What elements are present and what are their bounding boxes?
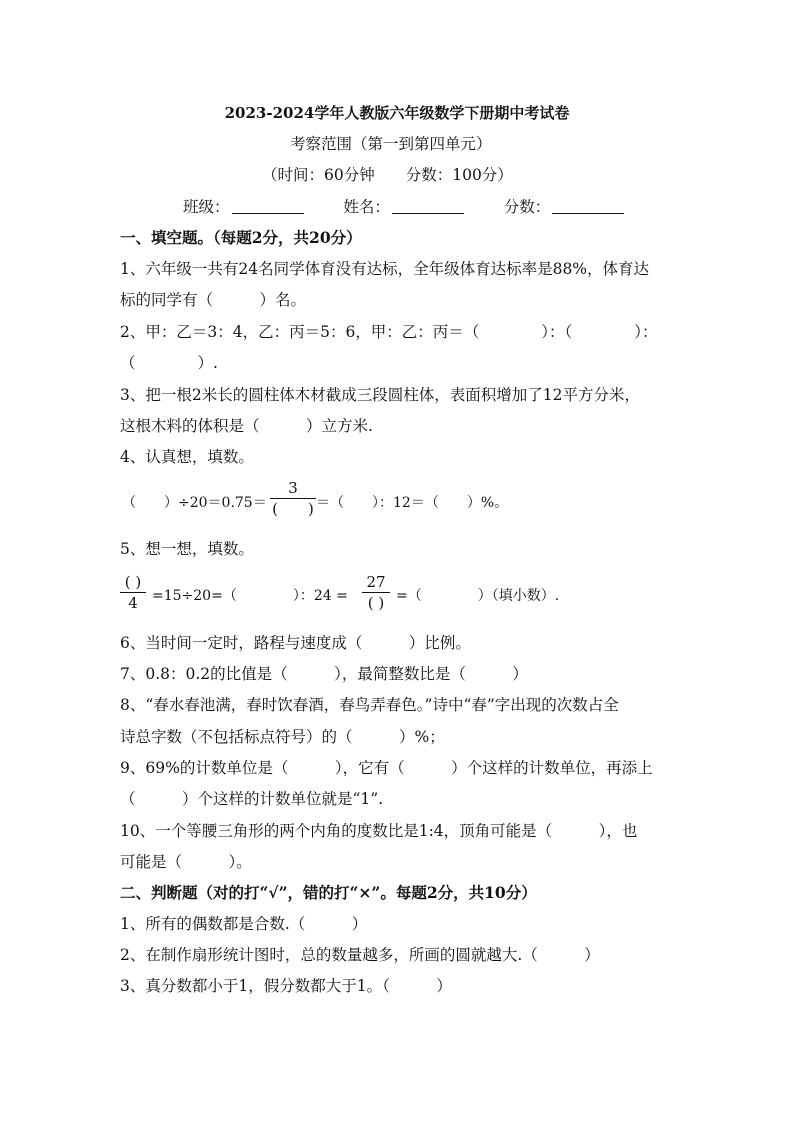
q1-line2: 标的同学有（ ）名。	[120, 291, 307, 309]
q4-fraction	[270, 479, 316, 518]
q4-fraction-bar	[270, 498, 316, 499]
info-row	[183, 197, 624, 217]
q5-fraction-2-numerator: 27	[366, 573, 386, 591]
q8-line2: 诗总字数（不包括标点符号）的（ ）%；	[120, 728, 445, 746]
q3-line1: 3、把一根2米长的圆柱体木材截成三段圆柱体，表面积增加了12平方分米，	[120, 386, 640, 404]
q4-fraction-denominator: ( )	[272, 500, 314, 518]
q7: 7、0.8：0.2的比值是（ ），最简整数比是（ ）	[120, 665, 528, 683]
q10-line1: 10、一个等腰三角形的两个内角的度数比是1:4，顶角可能是（ ），也	[120, 822, 638, 840]
q5-fraction-1-denominator: 4	[128, 594, 138, 612]
q5-fraction-2	[362, 573, 390, 612]
q5-expr-mid: =15÷20=（ ）：24 =	[152, 588, 348, 604]
q9-line2: （ ）个这样的计数单位就是“1”.	[120, 790, 384, 808]
q5-prompt: 5、想一想，填数。	[120, 540, 254, 558]
score-blank[interactable]	[552, 197, 624, 214]
score-label: 分数：	[503, 198, 551, 216]
judge-q3: 3、真分数都小于1，假分数都大于1。（ ）	[120, 977, 452, 995]
q4-prompt: 4、认真想，填数。	[120, 448, 254, 466]
judge-q2: 2、在制作扇形统计图时，总的数量越多，所画的圆就越大.（ ）	[120, 946, 600, 964]
class-blank[interactable]	[232, 197, 304, 214]
q10-line2: 可能是（ ）。	[120, 853, 252, 871]
q5-fraction-1	[120, 573, 146, 612]
q4-expr-right: ＝（ ）：12＝（ ）%。	[316, 495, 509, 511]
section1-heading: 一、填空题。（每题2分，共20分）	[120, 228, 362, 247]
q3-line2: 这根木料的体积是（ ）立方米.	[120, 417, 373, 435]
q5-expr-right: =（ ）（填小数）.	[396, 588, 560, 604]
q5-fraction-2-denominator: ( )	[367, 594, 385, 612]
q8-line1: 8、“春水春池满，春时饮春酒，春鸟弄春色。”诗中“春”字出现的次数占全	[120, 696, 619, 714]
name-blank[interactable]	[392, 197, 464, 214]
q2-line1: 2、甲：乙＝3：4，乙：丙＝5：6，甲：乙：丙＝（ ）：（ ）：	[120, 323, 658, 341]
q4-expr-left: （ ）÷20＝0.75＝	[122, 495, 267, 511]
name-label: 姓名：	[343, 198, 390, 216]
judge-q1: 1、所有的偶数都是合数.（ ）	[120, 915, 368, 933]
class-label: 班级：	[183, 198, 230, 216]
q6: 6、当时间一定时，路程与速度成（ ）比例。	[120, 634, 471, 652]
q1-line1: 1、六年级一共有24名同学体育没有达标，全年级体育达标率是88%，体育达	[120, 260, 650, 278]
q9-line1: 9、69%的计数单位是（ ），它有（ ）个这样的计数单位，再添上	[120, 759, 653, 777]
q5-fraction-2-bar	[362, 592, 390, 593]
exam-time-score: （时间：60分钟 分数：100分）	[262, 166, 513, 184]
q2-line2: （ ）.	[120, 354, 218, 372]
q4-fraction-numerator: 3	[288, 479, 298, 497]
exam-scope: 考察范围（第一到第四单元）	[290, 135, 492, 153]
exam-title: 2023-2024学年人教版六年级数学下册期中考试卷	[224, 104, 570, 122]
section2-heading: 二、判断题（对的打“√”，错的打“×”。每题2分，共10分）	[120, 883, 537, 902]
q5-fraction-1-numerator: ( )	[124, 573, 142, 591]
q5-fraction-1-bar	[120, 592, 146, 593]
